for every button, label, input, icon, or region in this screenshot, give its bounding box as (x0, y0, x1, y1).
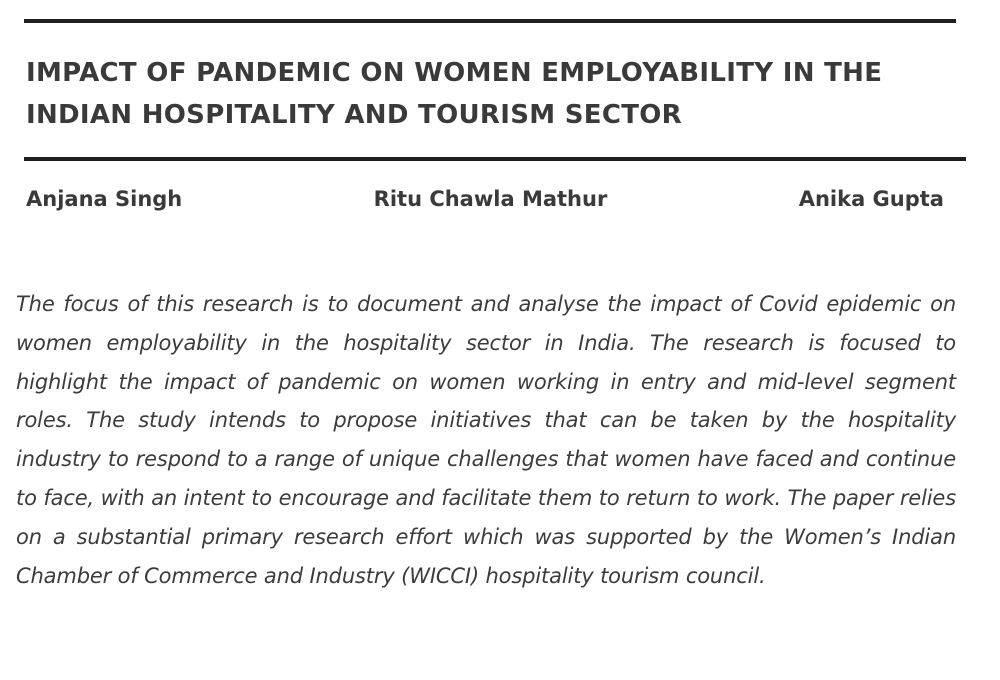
top-divider (24, 19, 956, 23)
abstract-text: The focus of this research is to document and analyse the impact of Covid epidemic on women employability in the hospitality sector in India. The research is focused to highlight the impact of pandemic on women working in entry and mid-level segment roles. The study intends to propose initiatives that can be taken by the hospitality industry to respond to a range of unique challenges that women have faced and continue to face, with an intent to encourage and facilitate them to return to work. The paper relies on a substantial primary research effort which was supported by the Women’s Indian Chamber of Commerce and Industry (WICCI) hospitality tourism council. (16, 292, 956, 588)
title-divider (24, 157, 966, 161)
author-name: Anika Gupta (798, 187, 944, 211)
paper-title: IMPACT OF PANDEMIC ON WOMEN EMPLOYABILITY IN THE INDIAN HOSPITALITY AND TOURISM SECTOR (26, 58, 883, 130)
author-name: Ritu Chawla Mathur (373, 187, 608, 211)
author-name: Anjana Singh (26, 187, 183, 211)
author-list (26, 182, 944, 216)
